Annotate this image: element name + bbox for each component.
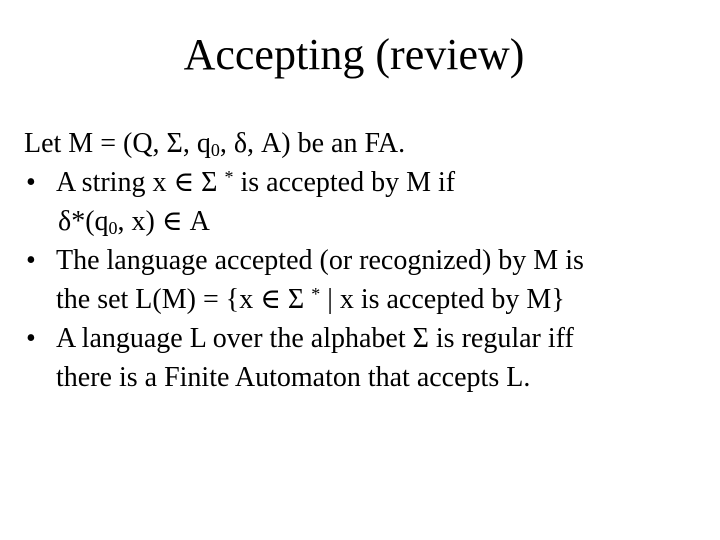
intro-text-1: Let M = (Q, Σ, q [24,128,211,159]
bullet-2-text-2a: the set L(M) = {x ∈ Σ [56,284,312,315]
bullet-2-text-2b: | x is accepted by M} [320,284,565,315]
bullet-1-cont-subscript: 0 [108,218,118,238]
bullet-3-text-1: A language L over the alphabet Σ is regular iff [56,323,574,354]
bullet-1-continuation [24,202,704,241]
bullet-1-cont-text-2: , x) ∈ A [117,206,210,237]
bullet-1-superscript: * [224,167,234,187]
intro-line [24,124,704,163]
bullet-marker: • [26,323,36,354]
bullet-1-text-2: is accepted by M if [233,167,456,198]
bullet-1-text-1: A string x ∈ Σ [56,167,225,198]
slide-title: Accepting (review) [183,30,525,79]
bullet-3-line-2 [24,358,704,397]
bullet-marker: • [26,245,36,276]
slide-body [24,124,704,397]
intro-subscript: 0 [210,140,220,160]
bullet-1-cont-text-1: δ*(q [58,206,109,237]
bullet-3-text-2: there is a Finite Automaton that accepts L. [56,362,531,393]
bullet-2-line-2 [24,280,704,319]
bullet-2-superscript: * [311,284,321,304]
bullet-marker: • [26,167,36,198]
bullet-2-text-1: The language accepted (or recognized) by M is [56,245,584,276]
bullet-3-line-1 [24,319,704,358]
bullet-1-line [24,163,704,202]
intro-text-2: , δ, A) be an FA. [219,128,406,159]
bullet-2-line-1 [24,241,704,280]
